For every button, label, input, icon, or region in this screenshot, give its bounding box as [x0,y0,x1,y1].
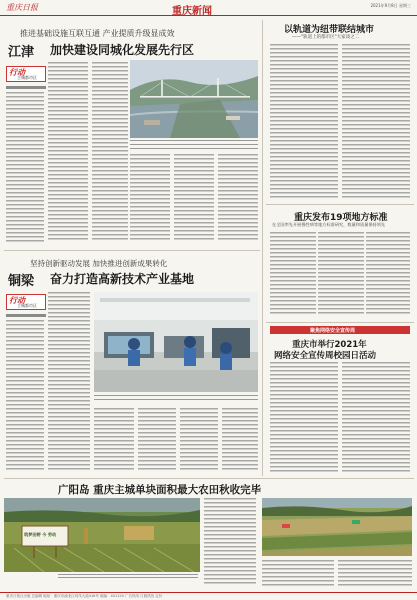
body-column-3 [338,560,412,586]
factory-workshop-photo [94,292,258,392]
article-title: 以轨道为纽带联结城市 [284,25,375,35]
body-column-3 [92,62,128,242]
series-badge [6,294,46,310]
story-place-tag: 江津 [8,45,35,60]
body-column-4 [138,408,176,472]
article-subtitle: ——"轨道上的都市区"大家谈之二 [292,35,360,40]
body-column-2 [342,362,410,472]
body-column-1 [270,232,316,316]
page-footer: 重庆日报社出版 总编辑 地址：重庆市渝北区同茂大道416号 邮编：401120 广告热线 订阅热线 定价 [0,592,417,600]
body-column-6 [218,154,258,242]
commentary-article [266,20,414,202]
page-header [0,0,417,16]
workshop-illustration [94,292,258,392]
photo-caption [58,574,198,580]
story-guangyang-island [0,480,417,592]
dateline: 2021年9月8日 星期三 [370,3,411,8]
badge-title: 行动 [9,295,25,305]
series-badge [6,66,46,82]
photo-caption [130,140,258,150]
story-headline: 奋力打造高新技术产业基地 [50,272,195,286]
story-divider [4,250,260,251]
body-column-1 [6,320,44,472]
body-column-3 [366,232,410,316]
article-title-line-2: 网络安全宣传周校园日活动 [274,351,377,361]
story-tongliang [0,252,262,476]
river-bridge-illustration [130,60,258,138]
story-kicker: 推进基础设施互联互通 产业提质升级显成效 [20,29,175,38]
badge-subtitle: 主城都市区 [17,75,37,80]
story-byline [6,314,46,317]
bottom-story-divider [4,478,414,479]
badge-subtitle: 主城都市区 [17,303,37,308]
story-place-tag: 铜梁 [8,274,35,289]
newspaper-logo: 重庆日报 [6,3,38,12]
body-column-1 [204,498,256,586]
body-column-3 [94,408,134,472]
column-divider [262,20,263,476]
article-subtitle: 在全国率先开展慢性病等地方标准研究，数量和质量保持领先 [272,222,386,227]
story-byline [6,86,46,89]
body-column-1 [6,92,44,242]
body-column-5 [180,408,218,472]
body-column-1 [270,44,338,198]
right-divider [266,322,414,323]
body-column-2 [342,44,410,198]
body-column-2 [48,292,90,472]
article-title-line-1: 重庆市举行2021年 [292,340,367,350]
body-column-2 [48,62,88,242]
standards-article [266,206,414,320]
story-jiangjin [0,18,262,248]
harvested-field-photo [262,498,412,556]
story-headline: 加快建设同城化发展先行区 [50,43,195,57]
body-column-2 [318,232,364,316]
farmland-sign-photo [4,498,200,572]
body-column-5 [174,154,214,242]
topic-banner-text: 聚焦网络安全宣传周 [310,328,356,334]
section-name: 重庆新闻 [172,6,212,17]
right-divider [266,204,414,205]
topic-banner [270,326,410,334]
article-title: 重庆发布19项地方标准 [294,213,388,223]
cyber-security-article [266,324,414,476]
body-column-2 [262,560,334,586]
photo-caption [94,395,258,403]
story-kicker: 坚持创新驱动发展 加快推进创新成果转化 [30,259,168,268]
body-column-1 [270,362,338,472]
harvest-illustration [262,498,412,556]
field-sign-text: 筑梦田野 今 劳动 [24,532,57,537]
river-bridge-photo [130,60,258,138]
body-column-6 [222,408,258,472]
body-column-4 [130,154,170,242]
story-headline: 广阳岛 重庆主城单块面积最大农田秋收完毕 [58,484,262,496]
badge-title: 行动 [9,67,25,77]
